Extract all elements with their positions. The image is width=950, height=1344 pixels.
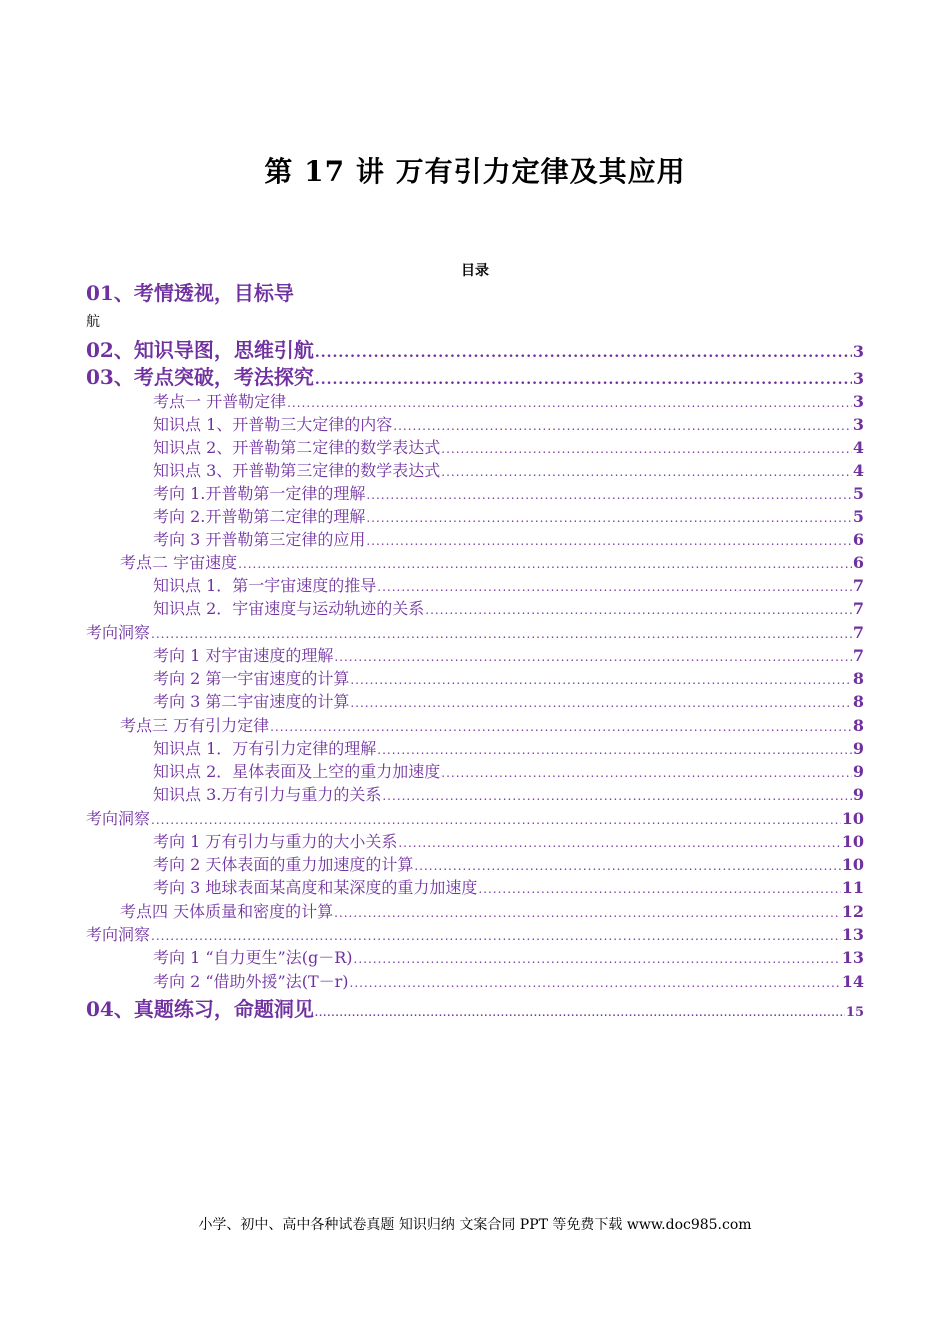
toc-item[interactable] <box>153 506 864 528</box>
toc-item-label: 知识点 3.万有引力与重力的关系 <box>153 785 382 804</box>
toc-page-number: 10 <box>841 809 864 828</box>
toc-page-number: 14 <box>841 972 864 991</box>
toc-item[interactable] <box>153 598 864 620</box>
toc-page-number: 9 <box>852 762 864 781</box>
toc-item-label: 知识点 2．宇宙速度与运动轨迹的关系 <box>153 599 425 618</box>
toc-page-number: 13 <box>841 925 864 944</box>
toc-page-number: 8 <box>852 716 864 735</box>
toc-item-label: 考向 2.开普勒第二定律的理解 <box>153 507 366 526</box>
toc-item[interactable] <box>153 414 864 436</box>
toc-item-01[interactable] <box>86 280 294 306</box>
toc-page-number: 7 <box>852 576 864 595</box>
toc-page-number: 6 <box>852 553 864 572</box>
toc-item-label: 考点三 万有引力定律 <box>120 716 270 735</box>
toc-page-number: 7 <box>852 646 864 665</box>
toc-page-number: 4 <box>852 438 864 457</box>
toc-leader-dots <box>377 576 852 598</box>
toc-page-number: 13 <box>841 948 864 967</box>
toc-page-number: 6 <box>852 530 864 549</box>
toc-leader-dots <box>270 716 852 738</box>
toc-leader-dots <box>287 392 852 414</box>
toc-page-number: 15 <box>845 1005 864 1020</box>
toc-item[interactable] <box>153 437 864 459</box>
toc-page-number: 3 <box>852 415 864 434</box>
toc-item-label: 考向 3 第二宇宙速度的计算 <box>153 692 350 711</box>
toc-item[interactable] <box>153 483 864 505</box>
toc-item[interactable] <box>120 901 864 923</box>
toc-leader-dots <box>151 925 841 947</box>
toc-leader-dots <box>334 902 841 924</box>
toc-item-label: 考向 2 天体表面的重力加速度的计算 <box>153 855 414 874</box>
toc-item-label: 考向 1 “自力更生”法(g－R) <box>153 948 353 967</box>
toc-item-label: 04、真题练习，命题洞见 <box>86 997 314 1021</box>
toc-page-number: 10 <box>841 855 864 874</box>
toc-item[interactable] <box>153 854 864 876</box>
toc-leader-dots <box>315 367 852 393</box>
toc-leader-dots <box>366 507 852 529</box>
toc-item-label: 知识点 2、开普勒第二定律的数学表达式 <box>153 438 441 457</box>
toc-page-number: 3 <box>852 392 864 411</box>
toc-page-number: 8 <box>852 692 864 711</box>
toc-item[interactable] <box>153 691 864 713</box>
toc-leader-dots <box>334 646 852 668</box>
toc-item-label: 03、考点突破，考法探究 <box>86 365 314 389</box>
toc-leader-dots <box>377 739 852 761</box>
toc-leader-dots <box>441 438 852 460</box>
footer-text: 小学、初中、高中各种试卷真题 知识归纳 文案合同 PPT 等免费下载 www.doc985.com <box>198 1217 752 1233</box>
toc-page-number: 3 <box>852 369 864 388</box>
toc-item-01-wrap: 航 <box>86 314 100 330</box>
toc-item[interactable] <box>153 738 864 760</box>
toc-item[interactable] <box>120 715 864 737</box>
toc-item-label: 考向洞察 <box>86 925 151 944</box>
toc-leader-dots <box>441 762 852 784</box>
toc-item-label: 考向 2 第一宇宙速度的计算 <box>153 669 350 688</box>
toc-leader-dots <box>315 340 852 366</box>
toc-leader-dots <box>382 785 852 807</box>
toc-item[interactable] <box>86 622 864 644</box>
toc-page-number: 5 <box>852 484 864 503</box>
toc-page-number: 3 <box>852 342 864 361</box>
toc-page-number: 10 <box>841 832 864 851</box>
toc-page-number: 5 <box>852 507 864 526</box>
toc-item[interactable] <box>153 575 864 597</box>
toc-item-label: 考向洞察 <box>86 623 151 642</box>
toc-item[interactable] <box>153 947 864 969</box>
toc-item[interactable] <box>153 831 864 853</box>
toc-leader-dots <box>414 855 840 877</box>
toc-item-label: 考向 1 对宇宙速度的理解 <box>153 646 334 665</box>
toc-item[interactable] <box>153 668 864 690</box>
toc-leader-dots <box>393 415 852 437</box>
toc-leader-dots <box>151 809 841 831</box>
toc-leader-dots <box>478 878 840 900</box>
toc-item-02[interactable] <box>86 337 864 363</box>
toc-item-label: 考向 3 开普勒第三定律的应用 <box>153 530 366 549</box>
toc-page-number: 9 <box>852 739 864 758</box>
toc-item[interactable] <box>120 552 864 574</box>
toc-item[interactable] <box>86 808 864 830</box>
toc-item-label: 知识点 1、开普勒三大定律的内容 <box>153 415 393 434</box>
toc-page-number: 4 <box>852 461 864 480</box>
toc-item-label: 01、考情透视，目标导 <box>86 281 294 305</box>
toc-item[interactable] <box>153 971 864 993</box>
toc-item-label: 考向 1 万有引力与重力的大小关系 <box>153 832 398 851</box>
toc-item-04[interactable] <box>86 996 864 1022</box>
toc-item-label: 考点二 宇宙速度 <box>120 553 238 572</box>
toc-item-03[interactable] <box>86 364 864 390</box>
toc-item[interactable] <box>153 877 864 899</box>
toc-leader-dots <box>238 553 852 575</box>
toc-page-number: 12 <box>841 902 864 921</box>
document-title: 第 17 讲 万有引力定律及其应用 <box>264 155 686 188</box>
toc-item-label: 考向 1.开普勒第一定律的理解 <box>153 484 366 503</box>
toc-item-label: 02、知识导图，思维引航 <box>86 338 314 362</box>
toc-leader-dots <box>441 461 852 483</box>
toc-item-label: 考向洞察 <box>86 809 151 828</box>
toc-item[interactable] <box>153 391 864 413</box>
toc-item-label: 知识点 1．万有引力定律的理解 <box>153 739 377 758</box>
toc-item-label: 考点一 开普勒定律 <box>153 392 287 411</box>
toc-item[interactable] <box>153 761 864 783</box>
toc-leader-dots <box>350 972 841 994</box>
toc-leader-dots <box>315 1001 845 1027</box>
toc-item[interactable] <box>153 529 864 551</box>
toc-item-label: 知识点 3、开普勒第三定律的数学表达式 <box>153 461 441 480</box>
toc-item[interactable] <box>153 645 864 667</box>
toc-item-label: 知识点 1．第一宇宙速度的推导 <box>153 576 377 595</box>
toc-item[interactable] <box>86 924 864 946</box>
toc-leader-dots <box>425 599 852 621</box>
toc-page-number: 8 <box>852 669 864 688</box>
toc-page-number: 9 <box>852 785 864 804</box>
toc-leader-dots <box>350 692 852 714</box>
toc-page-number: 7 <box>852 599 864 618</box>
toc-item-label: 知识点 2．星体表面及上空的重力加速度 <box>153 762 441 781</box>
toc-page-number: 11 <box>841 878 864 897</box>
toc-leader-dots <box>366 484 852 506</box>
toc-item-label: 考点四 天体质量和密度的计算 <box>120 902 334 921</box>
toc-leader-dots <box>366 530 852 552</box>
toc-leader-dots <box>151 623 852 645</box>
toc-item[interactable] <box>153 784 864 806</box>
toc-page-number: 7 <box>852 623 864 642</box>
toc-leader-dots <box>398 832 840 854</box>
toc-leader-dots <box>350 669 852 691</box>
toc-item-label: 考向 2 “借助外援”法(T－r) <box>153 972 349 991</box>
toc-leader-dots <box>354 948 841 970</box>
toc-heading: 目录 <box>461 263 489 279</box>
toc-item[interactable] <box>153 460 864 482</box>
toc-item-label: 考向 3 地球表面某高度和某深度的重力加速度 <box>153 878 478 897</box>
